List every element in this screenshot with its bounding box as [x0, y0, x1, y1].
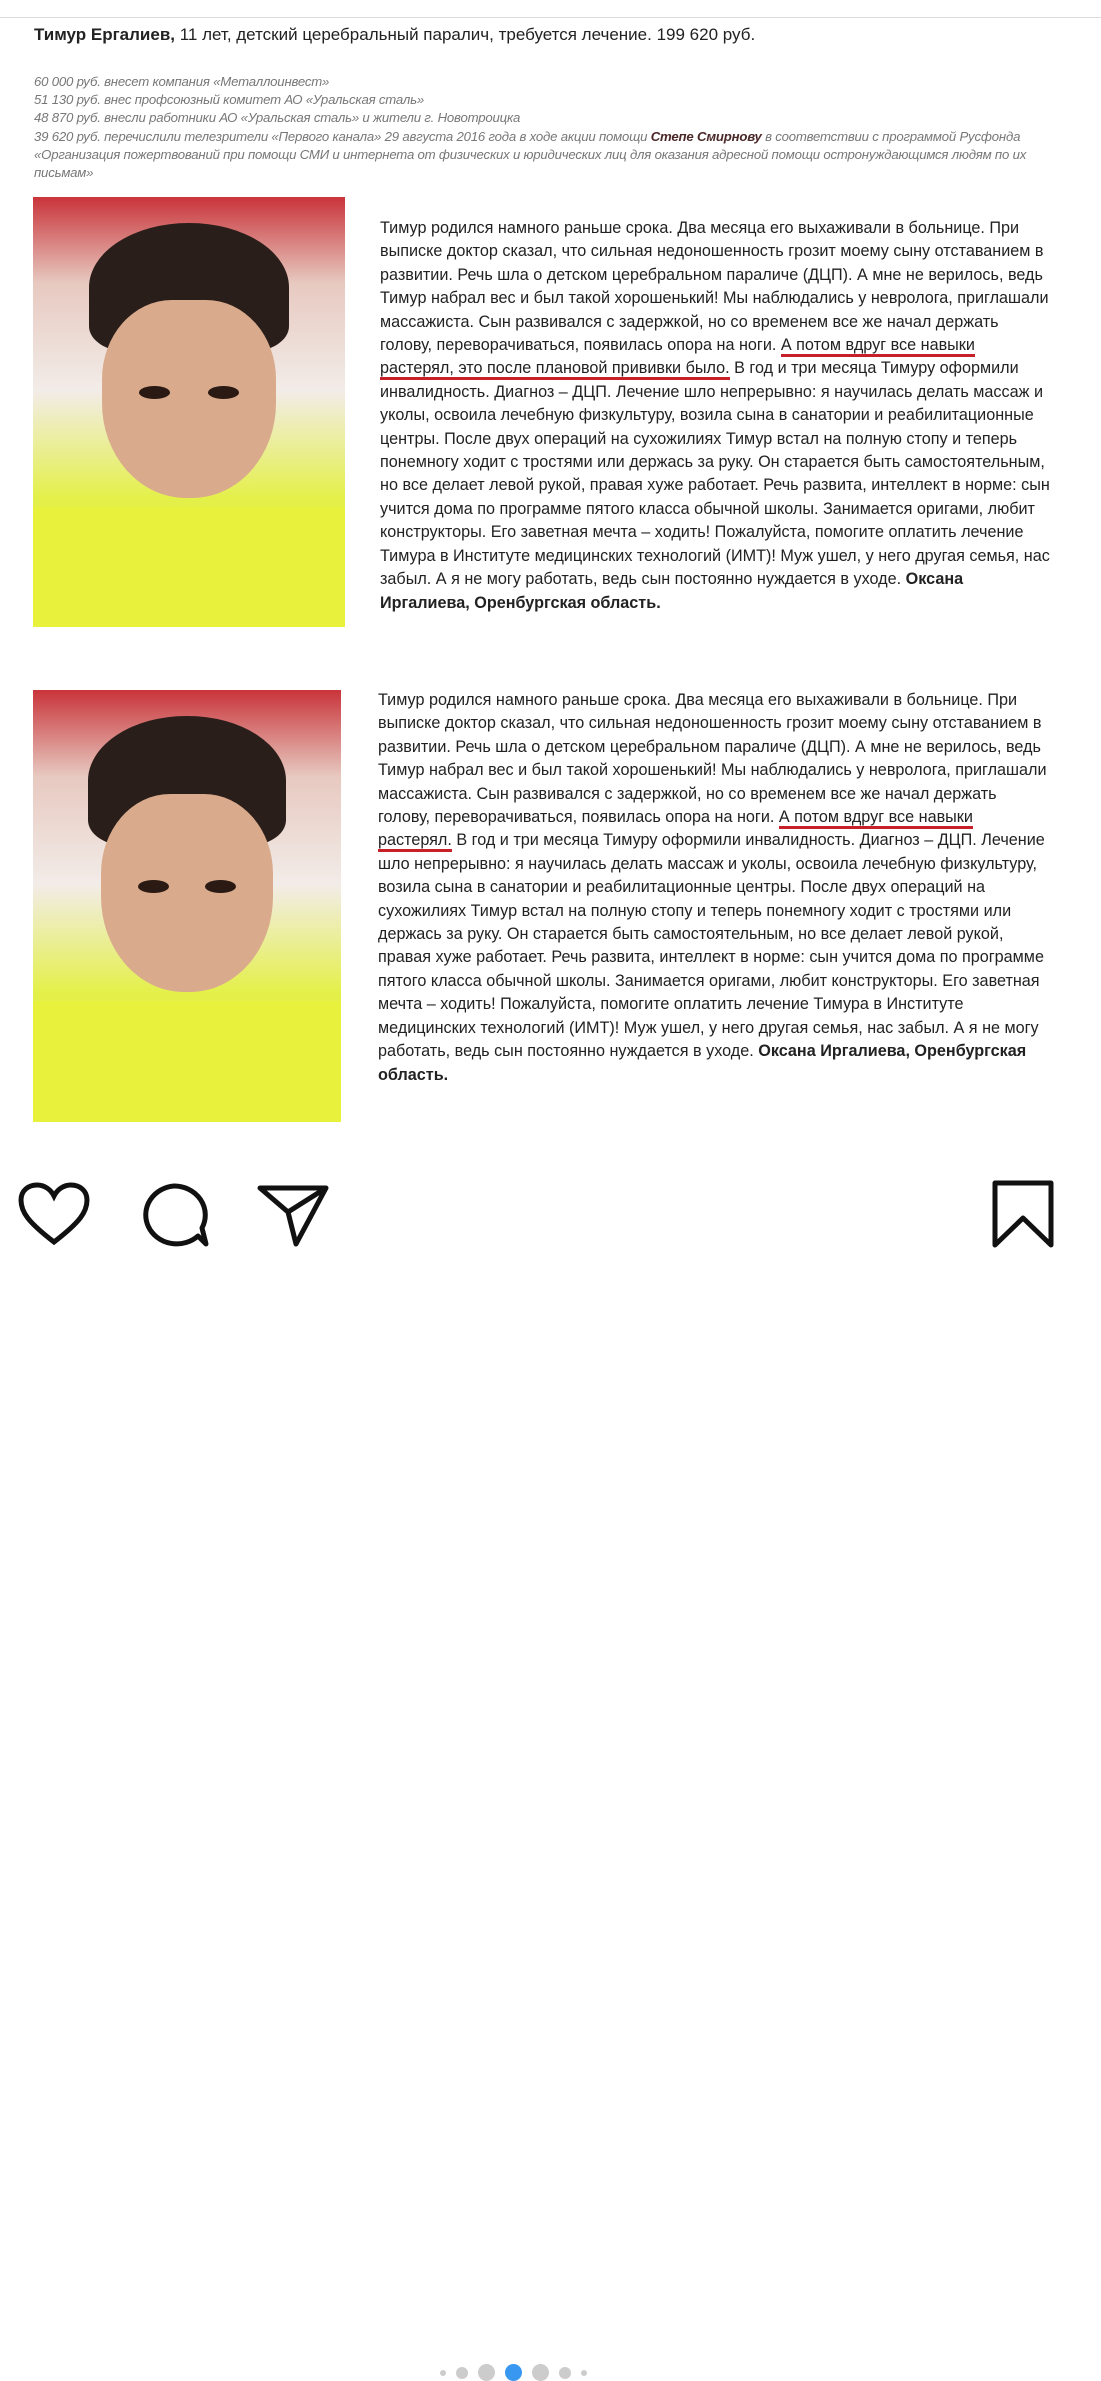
child-photo [33, 690, 341, 1122]
bookmark-icon[interactable] [990, 1180, 1056, 1248]
donation-line: 48 870 руб. внесли работники АО «Уральская сталь» и жители г. Новотроицка [34, 110, 521, 126]
carousel-dot [440, 2370, 446, 2376]
top-divider [0, 0, 1101, 18]
donation-text: в соответствии с программой Русфонда «Организация пожертвований при помощи СМИ и интернета от физических и юридических лиц для оказания адресной помощи остронуждающимся людям по их письмам» [34, 128, 1027, 181]
carousel-dot [478, 2364, 495, 2381]
action-bar [0, 1160, 1101, 1246]
signature: Оксана Иргалиева, Оренбургская область. [380, 570, 964, 612]
header-details: 11 лет, детский церебральный паралич, требуется лечение. 199 620 руб. [175, 25, 756, 44]
heart-icon[interactable] [18, 1182, 90, 1246]
donation-line: 51 130 руб. внес профсоюзный комитет АО «Уральская сталь» [34, 92, 425, 108]
signature: Оксана Иргалиева, Оренбургская область. [378, 1042, 1027, 1084]
post-header [34, 25, 755, 45]
child-photo [33, 197, 345, 627]
carousel-dot-active [505, 2364, 522, 2381]
story-text: Тимур родился намного раньше срока. Два месяца его выхаживали в больнице. При выписке доктор сказал, что сильная недоношенность грозит моему сыну отставанием в развитии. Речь шла о детском церебральном параличе (ДЦП). А мне не верилось, ведь Тимур набрал вес и был такой хорошенький! Мы наблюдались у невролога, приглашали массажиста. Сын развивался с задержкой, но со временем все же начал держать голову, переворачиваться, появилась опора на ноги. [378, 691, 1047, 827]
carousel-dot [456, 2367, 468, 2379]
highlighted-text: А потом вдруг все навыки растерял. [378, 808, 973, 852]
donation-list [34, 73, 1064, 182]
carousel-dot [581, 2370, 587, 2376]
story-text-1 [380, 217, 1050, 615]
donation-line: 60 000 руб. внесет компания «Металлоинвест» [34, 74, 330, 89]
story-text: В год и три месяца Тимуру оформили инвалидность. Диагноз – ДЦП. Лечение шло непрерывно: я научилась делать массаж и уколы, освоила лечебную физкультуру, возила сына в санатории и реабилитационные центры. После двух операций на сухожилиях Тимур встал на полную стопу и теперь понемногу ходит с тростями или держась за руку. Он старается быть самостоятельным, но все делает левой рукой, правая хуже работает. Речь развита, интеллект в норме: сын учится дома по программе пятого класса обычной школы. Занимается оригами, любит конструкторы. Его заветная мечта – ходить! Пожалуйста, помогите оплатить лечение Тимура в Институте медицинских технологий (ИМТ)! Муж ушел, у него другая семья, нас забыл. А я не могу работать, ведь сын постоянно нуждается в уходе. [378, 831, 1045, 1061]
carousel-dot [532, 2364, 549, 2381]
donation-line [34, 128, 1064, 183]
story-text-2 [378, 689, 1048, 1087]
donation-recipient: Степе Смирнову [650, 128, 762, 144]
story-text: Тимур родился намного раньше срока. Два месяца его выхаживали в больнице. При выписке доктор сказал, что сильная недоношенность грозит моему сыну отставанием в развитии. Речь шла о детском церебральном параличе (ДЦП). А мне не верилось, ведь Тимур набрал вес и был такой хорошенький! Мы наблюдались у невролога, приглашали массажиста. Сын развивался с задержкой, но со временем все же начал держать голову, переворачиваться, появилась опора на ноги. [380, 219, 1049, 355]
share-icon[interactable] [256, 1182, 330, 1248]
story-text: В год и три месяца Тимуру оформили инвалидность. Диагноз – ДЦП. Лечение шло непрерывно: я научилась делать массаж и уколы, освоила лечебную физкультуру, возила сына в санатории и реабилитационные центры. После двух операций на сухожилиях Тимур встал на полную стопу и теперь понемногу ходит с тростями или держась за руку. Он старается быть самостоятельным, но все делает левой рукой, правая хуже работает. Речь развита, интеллект в норме: сын учится дома по программе пятого класса обычной школы. Занимается оригами, любит конструкторы. Его заветная мечта – ходить! Пожалуйста, помогите оплатить лечение Тимура в Институте медицинских технологий (ИМТ)! Муж ушел, у него другая семья, нас забыл. А я не могу работать, ведь сын постоянно нуждается в уходе. [380, 359, 1050, 589]
child-name: Тимур Ергалиев, [34, 25, 176, 44]
comment-icon[interactable] [138, 1182, 210, 1248]
carousel-dot [559, 2367, 571, 2379]
highlighted-text: А потом вдруг все навыки растерял, это после плановой прививки было. [380, 336, 975, 380]
carousel-indicator [440, 2364, 587, 2381]
donation-text: 39 620 руб. перечислили телезрители «Первого канала» 29 августа 2016 года в ходе акции помощи [34, 128, 651, 144]
